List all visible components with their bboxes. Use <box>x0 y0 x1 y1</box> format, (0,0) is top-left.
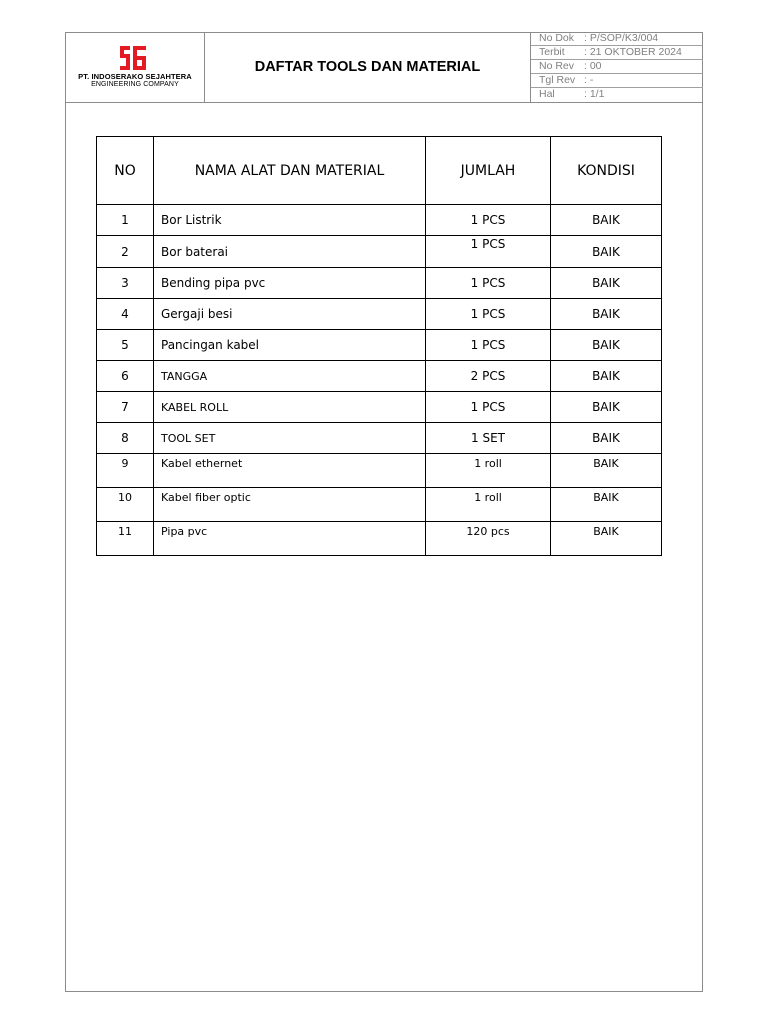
cell-name: TANGGA <box>154 361 426 392</box>
cell-name: Gergaji besi <box>154 299 426 330</box>
cell-condition: BAIK <box>551 488 662 522</box>
company-name: PT. INDOSERAKO SEJAHTERA <box>78 72 192 81</box>
meta-value: : P/SOP/K3/004 <box>584 32 659 44</box>
cell-quantity: 120 pcs <box>426 522 551 556</box>
meta-label: No Rev <box>539 60 575 72</box>
meta-row-issued <box>531 46 703 60</box>
cell-no: 7 <box>97 392 154 423</box>
cell-name: Bor baterai <box>154 236 426 268</box>
cell-no: 10 <box>97 488 154 522</box>
document-header <box>65 32 703 103</box>
table-row <box>97 299 662 330</box>
cell-no: 8 <box>97 423 154 454</box>
cell-quantity: 1 roll <box>426 454 551 488</box>
cell-no: 9 <box>97 454 154 488</box>
cell-quantity: 1 roll <box>426 488 551 522</box>
cell-quantity: 1 PCS <box>426 392 551 423</box>
table-row <box>97 488 662 522</box>
cell-name: Pancingan kabel <box>154 330 426 361</box>
company-logo-icon <box>120 46 146 70</box>
meta-row-revision-date <box>531 74 703 88</box>
table-row <box>97 454 662 488</box>
cell-name: KABEL ROLL <box>154 392 426 423</box>
cell-quantity: 1 PCS <box>426 330 551 361</box>
cell-condition: BAIK <box>551 392 662 423</box>
meta-value: : 1/1 <box>584 88 605 100</box>
cell-condition: BAIK <box>551 330 662 361</box>
table-row <box>97 330 662 361</box>
meta-label: Tgl Rev <box>539 74 576 86</box>
cell-condition: BAIK <box>551 423 662 454</box>
company-subtitle: ENGINEERING COMPANY <box>91 81 179 88</box>
cell-name: TOOL SET <box>154 423 426 454</box>
cell-quantity: 1 PCS <box>426 205 551 236</box>
table-row <box>97 205 662 236</box>
cell-no: 4 <box>97 299 154 330</box>
company-logo-block <box>65 32 205 102</box>
table-row <box>97 236 662 268</box>
meta-label: No Dok <box>539 32 575 44</box>
document-meta <box>530 32 703 102</box>
cell-name: Kabel ethernet <box>154 454 426 488</box>
cell-condition: BAIK <box>551 236 662 268</box>
cell-no: 11 <box>97 522 154 556</box>
column-header-no: NO <box>97 137 154 205</box>
cell-condition: BAIK <box>551 205 662 236</box>
tools-material-table <box>96 136 662 556</box>
meta-value: : 00 <box>584 60 602 72</box>
cell-condition: BAIK <box>551 268 662 299</box>
column-header-quantity: JUMLAH <box>426 137 551 205</box>
cell-quantity: 1 PCS <box>426 268 551 299</box>
meta-label: Terbit <box>539 46 565 58</box>
cell-quantity: 1 SET <box>426 423 551 454</box>
table-row <box>97 423 662 454</box>
meta-label: Hal <box>539 88 555 100</box>
cell-quantity: 1 PCS <box>426 236 551 268</box>
cell-name: Kabel fiber optic <box>154 488 426 522</box>
cell-name: Bending pipa pvc <box>154 268 426 299</box>
meta-value: : - <box>584 74 594 86</box>
meta-row-page <box>531 88 703 102</box>
column-header-condition: KONDISI <box>551 137 662 205</box>
table-row <box>97 361 662 392</box>
document-title: DAFTAR TOOLS DAN MATERIAL <box>254 59 481 75</box>
cell-no: 2 <box>97 236 154 268</box>
column-header-name: NAMA ALAT DAN MATERIAL <box>154 137 426 205</box>
table-row <box>97 268 662 299</box>
cell-condition: BAIK <box>551 454 662 488</box>
table-row <box>97 392 662 423</box>
meta-row-doc-number <box>531 32 703 46</box>
table-header-row <box>97 137 662 205</box>
cell-name: Pipa pvc <box>154 522 426 556</box>
cell-no: 1 <box>97 205 154 236</box>
cell-quantity: 2 PCS <box>426 361 551 392</box>
cell-name: Bor Listrik <box>154 205 426 236</box>
cell-condition: BAIK <box>551 522 662 556</box>
cell-condition: BAIK <box>551 299 662 330</box>
cell-no: 3 <box>97 268 154 299</box>
cell-condition: BAIK <box>551 361 662 392</box>
cell-no: 5 <box>97 330 154 361</box>
meta-row-revision <box>531 60 703 74</box>
table-row <box>97 522 662 556</box>
cell-no: 6 <box>97 361 154 392</box>
cell-quantity: 1 PCS <box>426 299 551 330</box>
meta-value: : 21 OKTOBER 2024 <box>584 46 682 58</box>
